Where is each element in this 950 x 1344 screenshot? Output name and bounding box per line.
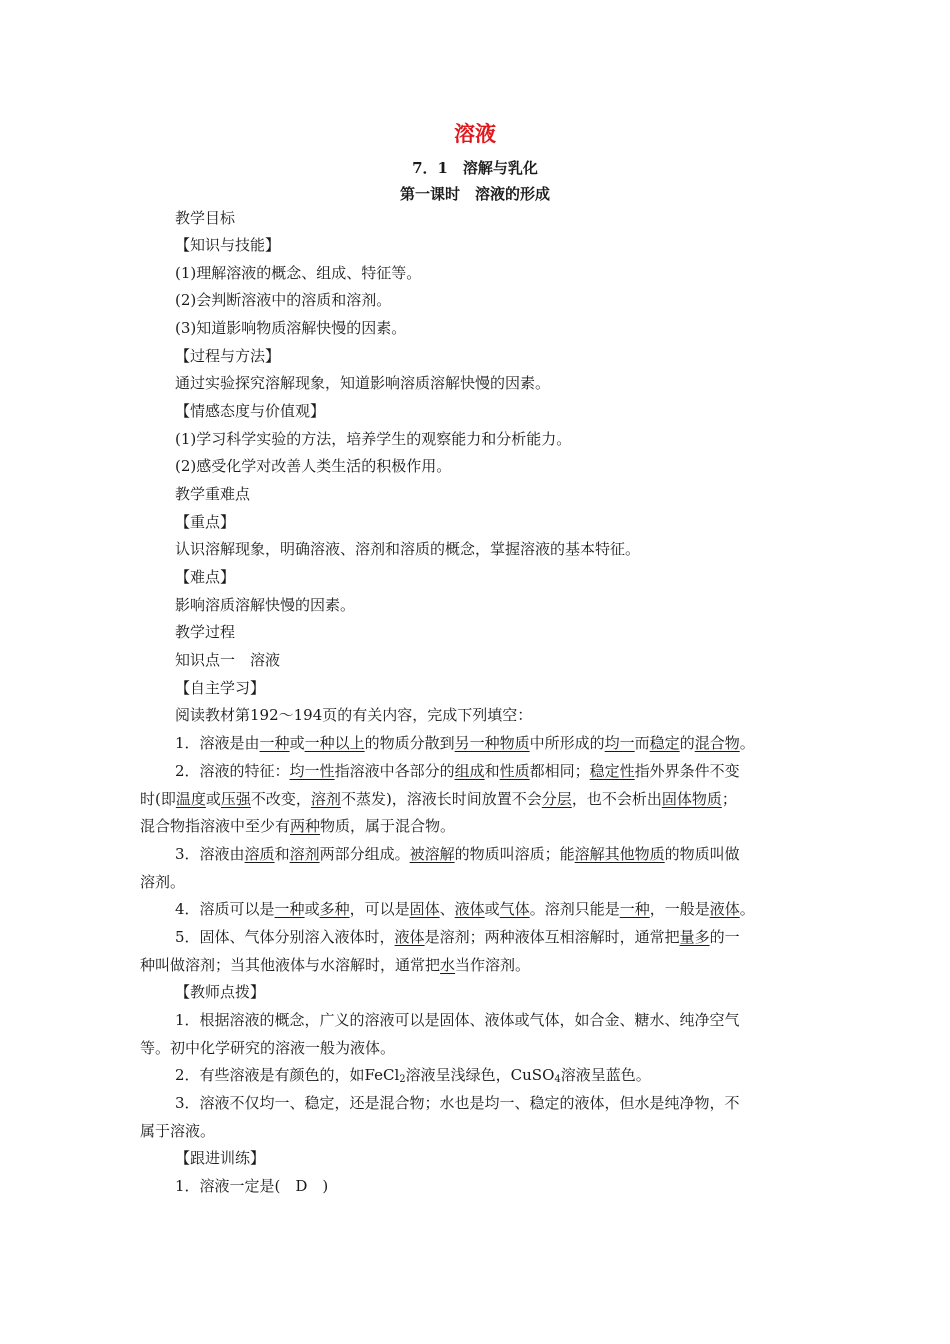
question-text: 。溶剂只能是 [529,900,620,918]
question-text: 不蒸发)，溶液长时间放置不会 [340,790,542,808]
answer-blank: 组成 [454,762,485,780]
question-text: 3．溶液由 [175,845,245,863]
answer-blank: 温度 [175,790,206,808]
question-text: 的物质分散到 [364,734,455,752]
objectives-heading: 教学目标 [175,209,236,227]
tip-3-line-2: 属于溶液。 [140,1122,216,1140]
difficult-heading: 【难点】 [175,568,236,586]
answer-blank: 溶剂 [289,845,320,863]
question-text: 或 [289,734,305,752]
knowledge-item-2: (2)会判断溶液中的溶质和溶剂。 [175,291,392,309]
emotion-item-2: (2)感受化学对改善人类生活的积极作用。 [175,457,452,475]
answer-blank: 分层 [541,790,572,808]
answer-blank: 液体 [709,900,740,918]
fill-question-5-line-2 [140,954,812,976]
fill-question-2-line-1 [175,760,847,782]
tip-1-line-2: 等。初中化学研究的溶液一般为液体。 [140,1039,396,1057]
fill-question-5-line-1 [175,926,847,948]
answer-blank: 两种 [290,817,321,835]
question-text: 而 [634,734,650,752]
knowledge-point-1: 知识点一 溶液 [175,651,281,669]
question-text: 不改变， [250,790,311,808]
doc-title: 溶液 [454,121,496,146]
answer-blank: 压强 [220,790,251,808]
question-text: 都相同； [529,762,590,780]
question-text: 中所形成的 [529,734,605,752]
question-text: 指外界条件不变 [634,762,740,780]
answer-blank: 稳定性 [589,762,635,780]
question-text: ，也不会析出 [571,790,662,808]
fill-question-2-line-2 [140,788,812,810]
question-text: 或 [484,900,500,918]
answer-blank: 液体 [454,900,485,918]
answer-blank: 稳定 [649,734,680,752]
question-text: 混合物指溶液中至少有 [140,817,291,835]
question-text: 4．溶质可以是 [175,900,275,918]
answer-blank: 溶质 [244,845,275,863]
question-text: 时(即 [140,790,176,808]
answer-blank: 一种 [274,900,305,918]
answer-blank: 液体 [394,928,425,946]
section-title: 7．1 溶解与乳化 [412,159,538,177]
question-text: ，可以是 [349,900,410,918]
question-text: 的一 [709,928,740,946]
emotion-item-1: (1)学习科学实验的方法，培养学生的观察能力和分析能力。 [175,430,572,448]
reading-instruction: 阅读教材第192～194页的有关内容，完成下列填空： [175,706,533,724]
question-text: 的物质叫溶质；能 [454,845,575,863]
answer-blank: 多种 [319,900,350,918]
question-text: 的物质叫做 [664,845,740,863]
fill-question-2-line-3 [140,815,812,837]
process-method-item: 通过实验探究溶解现象，知道影响溶质溶解快慢的因素。 [175,374,551,392]
answer-blank: 固体物质 [661,790,722,808]
question-text: 和 [484,762,500,780]
tip-text: 溶液呈蓝色。 [560,1066,651,1084]
question-text: 种叫做溶剂；当其他液体与水溶解时，通常把 [140,956,441,974]
answer-blank: 均一 [604,734,635,752]
knowledge-heading: 【知识与技能】 [175,236,281,254]
question-text: 当作溶剂。 [455,956,531,974]
question-text: 或 [304,900,320,918]
question-text: 或 [205,790,221,808]
emotion-heading: 【情感态度与价值观】 [175,402,326,420]
formula-subscript: 2 [399,1074,406,1085]
tip-text: 溶液呈浅绿色，CuSO [405,1066,555,1084]
knowledge-item-1: (1)理解溶液的概念、组成、特征等。 [175,264,422,282]
question-text: 的 [679,734,695,752]
practice-heading: 【跟进训练】 [175,1149,266,1167]
tip-1-line-1: 1．根据溶液的概念，广义的溶液可以是固体、液体或气体，如合金、糖水、纯净空气 [175,1011,740,1029]
question-text: 两部分组成。 [319,845,410,863]
answer-blank: 一种以上 [304,734,365,752]
practice-question-1: 1．溶液一定是( D ) [175,1177,329,1195]
fill-question-4 [175,898,847,920]
process-heading: 教学过程 [175,623,236,641]
self-study-heading: 【自主学习】 [175,679,266,697]
question-text: 物质，属于混合物。 [320,817,456,835]
answer-blank: 性质 [499,762,530,780]
question-text: ，一般是 [649,900,710,918]
teacher-tip-heading: 【教师点拨】 [175,983,266,1001]
fill-question-3-line-1 [175,843,847,865]
answer-blank: 水 [440,956,456,974]
tip-text: 2．有些溶液是有颜色的，如FeCl [175,1066,400,1084]
answer-blank: 被溶解 [409,845,455,863]
question-text: ； [721,790,737,808]
tip-3-line-1: 3．溶液不仅均一、稳定，还是混合物；水也是均一、稳定的液体，但水是纯净物，不 [175,1094,740,1112]
answer-blank: 均一性 [289,762,335,780]
key-text: 认识溶解现象，明确溶液、溶剂和溶质的概念，掌握溶液的基本特征。 [175,540,641,558]
answer-blank: 溶剂 [310,790,341,808]
fill-question-1 [175,732,847,754]
answer-blank: 一种 [259,734,290,752]
key-heading: 【重点】 [175,513,236,531]
answer-blank: 气体 [499,900,530,918]
answer-blank: 混合物 [694,734,740,752]
answer-blank: 固体 [409,900,440,918]
question-text: 2．溶液的特征： [175,762,290,780]
formula-subscript: 4 [554,1074,561,1085]
answer-blank: 另一种物质 [454,734,530,752]
answer-blank: 量多 [679,928,710,946]
answer-blank: 溶解其他物质 [574,845,665,863]
difficult-text: 影响溶质溶解快慢的因素。 [175,596,356,614]
tip-2 [175,1064,847,1091]
knowledge-item-3: (3)知道影响物质溶解快慢的因素。 [175,319,407,337]
question-text: 指溶液中各部分的 [334,762,455,780]
question-text: 和 [274,845,290,863]
question-text: 1．溶液是由 [175,734,260,752]
question-text: 是溶剂；两种液体互相溶解时，通常把 [424,928,680,946]
question-text: 。 [739,734,755,752]
question-text: 。 [739,900,755,918]
keypoints-heading: 教学重难点 [175,485,251,503]
fill-question-3-line-2: 溶剂。 [140,873,186,891]
question-text: 5．固体、气体分别溶入液体时， [175,928,395,946]
question-text: 、 [439,900,455,918]
answer-blank: 一种 [619,900,650,918]
lesson-title: 第一课时 溶液的形成 [399,185,550,203]
process-method-heading: 【过程与方法】 [175,347,281,365]
